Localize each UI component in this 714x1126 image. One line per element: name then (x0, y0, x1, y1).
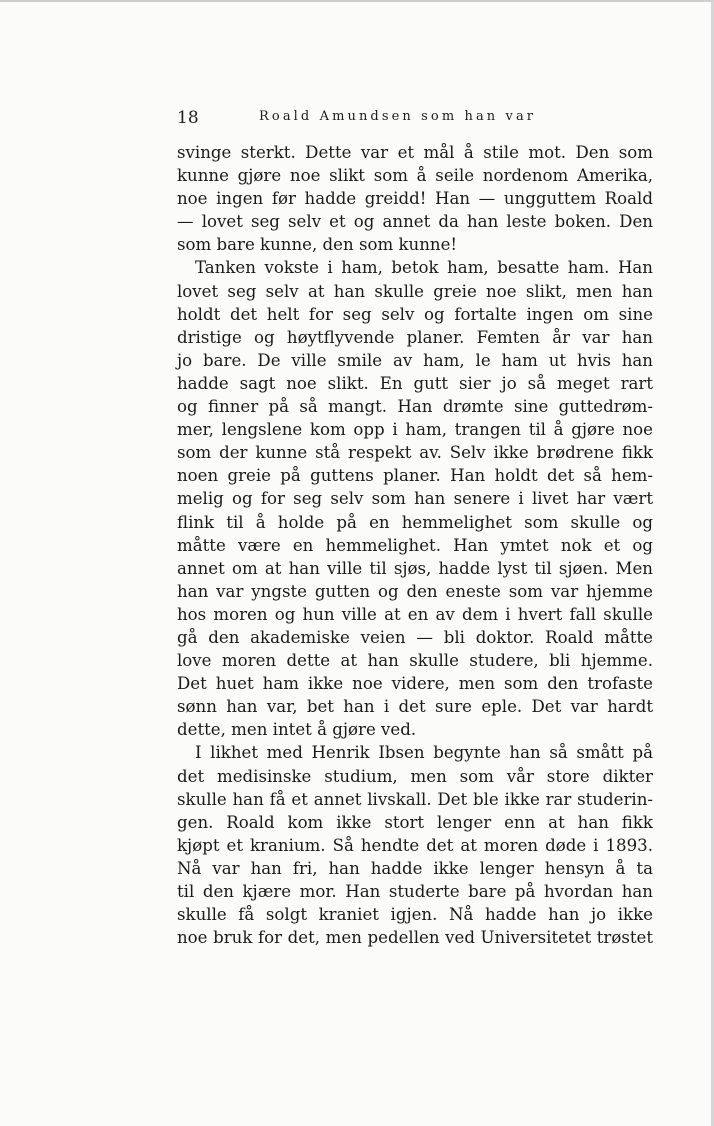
text-line: kjøpt et kranium. Så hendte det at moren døde i 1893. (177, 835, 653, 855)
text-line: dristige og høytflyvende planer. Femten år var han (177, 327, 653, 347)
text-line: I likhet med Henrik Ibsen begynte han så smått på (195, 743, 653, 763)
text-line: gen. Roald kom ikke stort lenger enn at han fikk (177, 812, 653, 832)
text-line: skulle få solgt kraniet igjen. Nå hadde han jo ikke (177, 905, 653, 925)
text-line: han var yngste gutten og den eneste som var hjemme (177, 581, 653, 601)
text-line: sønn han var, bet han i det sure eple. Det var hardt (177, 697, 653, 717)
text-line: holdt det helt for seg selv og fortalte ingen om sine (177, 304, 653, 324)
text-line: love moren dette at han skulle studere, bli hjemme. (177, 651, 653, 671)
text-line: Det huet ham ikke noe videre, men som den trofaste (177, 674, 653, 694)
text-line: svinge sterkt. Dette var et mål å stile mot. Den som (177, 143, 653, 162)
text-line: og finner på så mangt. Han drømte sine guttedrøm- (177, 397, 653, 417)
text-line: mer, lengslene kom opp i ham, trangen til å gjøre noe (177, 420, 653, 440)
text-line: Nå var han fri, han hadde ikke lenger hensyn å ta (177, 858, 653, 878)
text-line: som der kunne stå respekt av. Selv ikke brødrene fikk (177, 443, 653, 463)
body-text (177, 141, 653, 949)
text-line: gå den akademiske veien — bli doktor. Roald måtte (177, 627, 653, 647)
text-line: lovet seg selv at han skulle greie noe slikt, men han (177, 281, 653, 301)
text-line: noe bruk for det, men pedellen ved Universitetet trøstet (177, 928, 653, 948)
text-line: som bare kunne, den som kunne! (177, 235, 458, 255)
text-line: måtte være en hemmelighet. Han ymtet nok et og (177, 535, 653, 555)
text-line: — lovet seg selv et og annet da han leste boken. Den (177, 212, 653, 232)
text-line: annet om at han ville til sjøs, hadde lyst til sjøen. Men (177, 558, 653, 578)
text-line: hadde sagt noe slikt. En gutt sier jo så meget rart (177, 373, 653, 393)
text-line: hos moren og hun ville at en av dem i hvert fall skulle (177, 604, 653, 624)
text-line: noen greie på guttens planer. Han holdt det så hem- (177, 466, 653, 486)
text-line: Tanken vokste i ham, betok ham, besatte ham. Han (195, 258, 653, 278)
text-line: det medisinske studium, men som vår store dikter (177, 766, 653, 786)
text-line: melig og for seg selv som han senere i livet har vært (177, 489, 653, 509)
text-line: jo bare. De ville smile av ham, le ham ut hvis han (177, 350, 653, 370)
running-head (177, 108, 657, 132)
text-line: skulle han få et annet livskall. Det ble ikke rar studerin- (177, 789, 653, 809)
text-line: kunne gjøre noe slikt som å seile nordenom Amerika, (177, 166, 653, 186)
text-line: flink til å holde på en hemmelighet som skulle og (177, 512, 653, 532)
text-line: noe ingen før hadde greidd! Han — ungguttem Roald (177, 189, 653, 209)
text-line: til den kjære mor. Han studerte bare på hvordan han (177, 882, 653, 901)
running-title: Roald Amundsen som han var (259, 109, 537, 124)
page-number: 18 (177, 108, 199, 128)
text-line: dette, men intet å gjøre ved. (177, 720, 417, 740)
